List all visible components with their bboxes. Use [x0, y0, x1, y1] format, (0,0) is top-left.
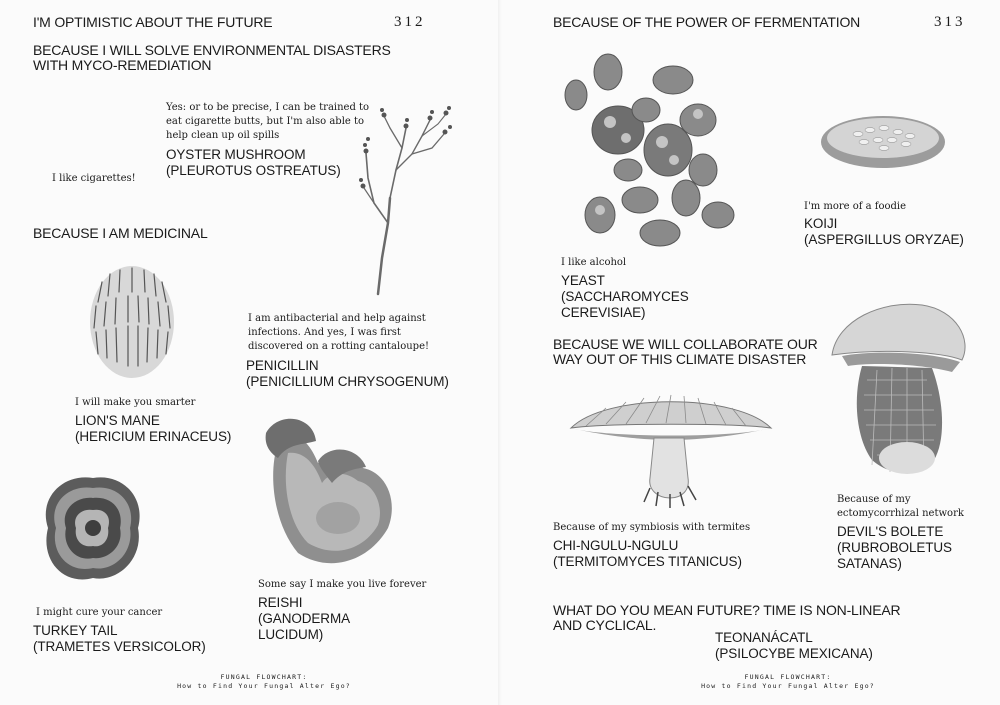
koiji-illustration	[818, 110, 948, 170]
section-heading-remediation: BECAUSE I WILL SOLVE ENVIRONMENTAL DISASTERS WITH MYCO-REMEDIATION	[33, 42, 391, 73]
section-heading-collaborate: BECAUSE WE WILL COLLABORATE OUR WAY OUT OF THIS CLIMATE DISASTER	[553, 336, 818, 367]
reishi-illustration	[258, 413, 398, 573]
chi-ngulu-illustration	[566, 388, 776, 508]
cigarettes-quote: I like cigarettes!	[52, 173, 136, 184]
section-heading-medicinal: BECAUSE I AM MEDICINAL	[33, 225, 208, 241]
penicillin-illustration	[360, 108, 460, 298]
koiji-quote: I'm more of a foodie	[804, 201, 907, 212]
yeast-illustration	[558, 50, 748, 250]
page-number: 313	[934, 14, 966, 30]
yeast-quote: I like alcohol	[561, 257, 627, 268]
page-title: BECAUSE OF THE POWER OF FERMENTATION	[553, 14, 861, 30]
right-page	[500, 0, 1000, 705]
penicillin-quote: I am antibacterial and help against infections. And yes, I was first discovered on a rotting cantaloupe!	[248, 313, 430, 352]
yeast-name: YEAST (SACCHAROMYCES CEREVISIAE)	[561, 273, 689, 320]
chi-ngulu-name: CHI-NGULU-NGULU (TERMITOMYCES TITANICUS)	[553, 538, 742, 569]
footer	[154, 673, 374, 691]
devils-bolete-name: DEVIL'S BOLETE (RUBROBOLETUS SATANAS)	[837, 524, 952, 571]
page-number: 312	[394, 14, 426, 30]
footer-line-1: FUNGAL FLOWCHART:	[744, 673, 832, 681]
lions-mane-quote: I will make you smarter	[75, 397, 196, 408]
footer-line-2: How to Find Your Fungal Alter Ego?	[701, 682, 875, 690]
turkey-tail-name: TURKEY TAIL (TRAMETES VERSICOLOR)	[33, 623, 206, 654]
oyster-name: OYSTER MUSHROOM (PLEUROTUS OSTREATUS)	[166, 147, 341, 178]
section-heading-future: WHAT DO YOU MEAN FUTURE? TIME IS NON-LINEAR AND CYCLICAL.	[553, 602, 901, 633]
footer-line-1: FUNGAL FLOWCHART:	[220, 673, 308, 681]
footer	[678, 673, 898, 691]
koiji-name: KOIJI (ASPERGILLUS ORYZAE)	[804, 216, 964, 247]
penicillin-name: PENICILLIN (PENICILLIUM CHRYSOGENUM)	[246, 358, 449, 389]
devils-bolete-quote: Because of my ectomycorrhizal network	[837, 494, 964, 519]
lions-mane-illustration	[82, 262, 182, 382]
turkey-tail-illustration	[38, 468, 148, 588]
lions-mane-name: LION'S MANE (HERICIUM ERINACEUS)	[75, 413, 232, 444]
reishi-quote: Some say I make you live forever	[258, 579, 427, 590]
footer-line-2: How to Find Your Fungal Alter Ego?	[177, 682, 351, 690]
chi-ngulu-quote: Because of my symbiosis with termites	[553, 522, 751, 533]
devils-bolete-illustration	[822, 300, 972, 480]
page-title: I'M OPTIMISTIC ABOUT THE FUTURE	[33, 14, 273, 30]
reishi-name: REISHI (GANODERMA LUCIDUM)	[258, 595, 351, 642]
oyster-quote: Yes: or to be precise, I can be trained to eat cigarette butts, but I'm also able to help clean up oil spills	[166, 102, 370, 141]
turkey-tail-quote: I might cure your cancer	[36, 607, 163, 618]
teonanacatl-name: TEONANÁCATL (PSILOCYBE MEXICANA)	[715, 630, 873, 661]
